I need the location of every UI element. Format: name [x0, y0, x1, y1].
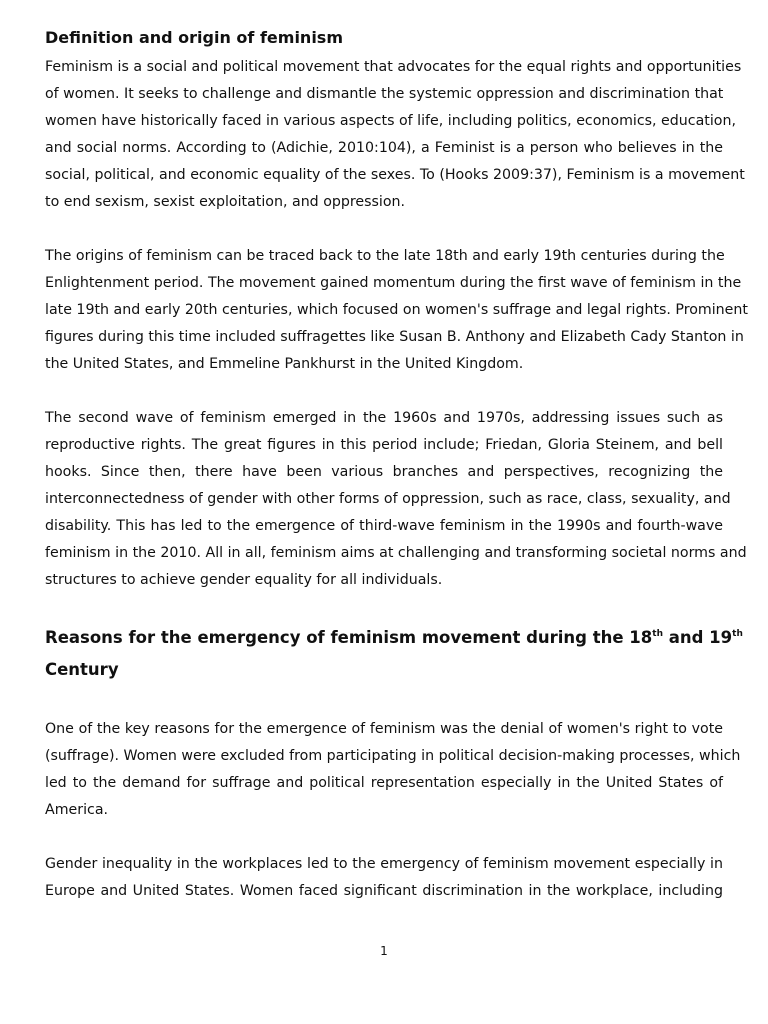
paragraph-definition: [45, 54, 745, 216]
paragraph-workplace: [45, 851, 723, 905]
heading-line: Century: [45, 660, 119, 679]
paragraph-line: The second wave of feminism emerged in the 1960s and 1970s, addressing issues such as: [45, 410, 723, 426]
ordinal-suffix: th: [732, 629, 743, 639]
paragraph-line: figures during this time included suffragettes like Susan B. Anthony and Elizabeth Cady Stanton in: [45, 329, 744, 345]
paragraph-line: women have historically faced in various aspects of life, including politics, economics, education,: [45, 113, 736, 129]
section-heading-reasons: [45, 622, 743, 686]
paragraph-line: feminism in the 2010. All in all, feminism aims at challenging and transforming societal norms and: [45, 545, 747, 561]
paragraph-line: Feminism is a social and political movement that advocates for the equal rights and opportunities: [45, 59, 742, 75]
paragraph-line: social, political, and economic equality of the sexes. To (Hooks 2009:37), Feminism is a movement: [45, 167, 745, 183]
paragraph-line: disability. This has led to the emergence of third-wave feminism in the 1990s and fourth-wave: [45, 518, 723, 534]
paragraph-line: Europe and United States. Women faced significant discrimination in the workplace, including: [45, 883, 723, 899]
paragraph-line: America.: [45, 802, 109, 818]
paragraph-line: Enlightenment period. The movement gained momentum during the first wave of feminism in the: [45, 275, 742, 291]
ordinal-suffix: th: [652, 629, 663, 639]
paragraph-line: interconnectedness of gender with other forms of oppression, such as race, class, sexuality, and: [45, 491, 731, 507]
paragraph-line: One of the key reasons for the emergence of feminism was the denial of women's right to vote: [45, 721, 723, 737]
page-number: 1: [380, 944, 388, 958]
paragraph-origins: [45, 243, 748, 378]
paragraph-line: late 19th and early 20th centuries, which focused on women's suffrage and legal rights. Prominent: [45, 302, 748, 318]
heading-text: and 19: [662, 628, 733, 647]
paragraph-line: (suffrage). Women were excluded from participating in political decision-making processes, which: [45, 748, 741, 764]
paragraph-line: The origins of feminism can be traced back to the late 18th and early 19th centuries during the: [45, 248, 725, 264]
paragraph-line: led to the demand for suffrage and political representation especially in the United States of: [45, 775, 723, 791]
paragraph-line: Gender inequality in the workplaces led to the emergency of feminism movement especially in: [45, 856, 723, 872]
heading-line: [45, 622, 743, 654]
paragraph-line: of women. It seeks to challenge and dismantle the systemic oppression and discrimination that: [45, 86, 724, 102]
paragraph-line: to end sexism, sexist exploitation, and oppression.: [45, 194, 406, 210]
paragraph-line: the United States, and Emmeline Pankhurst in the United Kingdom.: [45, 356, 524, 372]
paragraph-line: and social norms. According to (Adichie, 2010:104), a Feminist is a person who believes in the: [45, 140, 723, 156]
section-heading-definition: Definition and origin of feminism: [45, 28, 343, 47]
paragraph-line: hooks. Since then, there have been various branches and perspectives, recognizing the: [45, 464, 723, 480]
paragraph-suffrage: [45, 716, 741, 824]
paragraph-line: reproductive rights. The great figures in this period include; Friedan, Gloria Steinem, and bell: [45, 437, 723, 453]
paragraph-line: structures to achieve gender equality for all individuals.: [45, 572, 443, 588]
heading-text: Reasons for the emergency of feminism movement during the 18: [45, 628, 653, 647]
paragraph-second-wave: [45, 405, 747, 594]
